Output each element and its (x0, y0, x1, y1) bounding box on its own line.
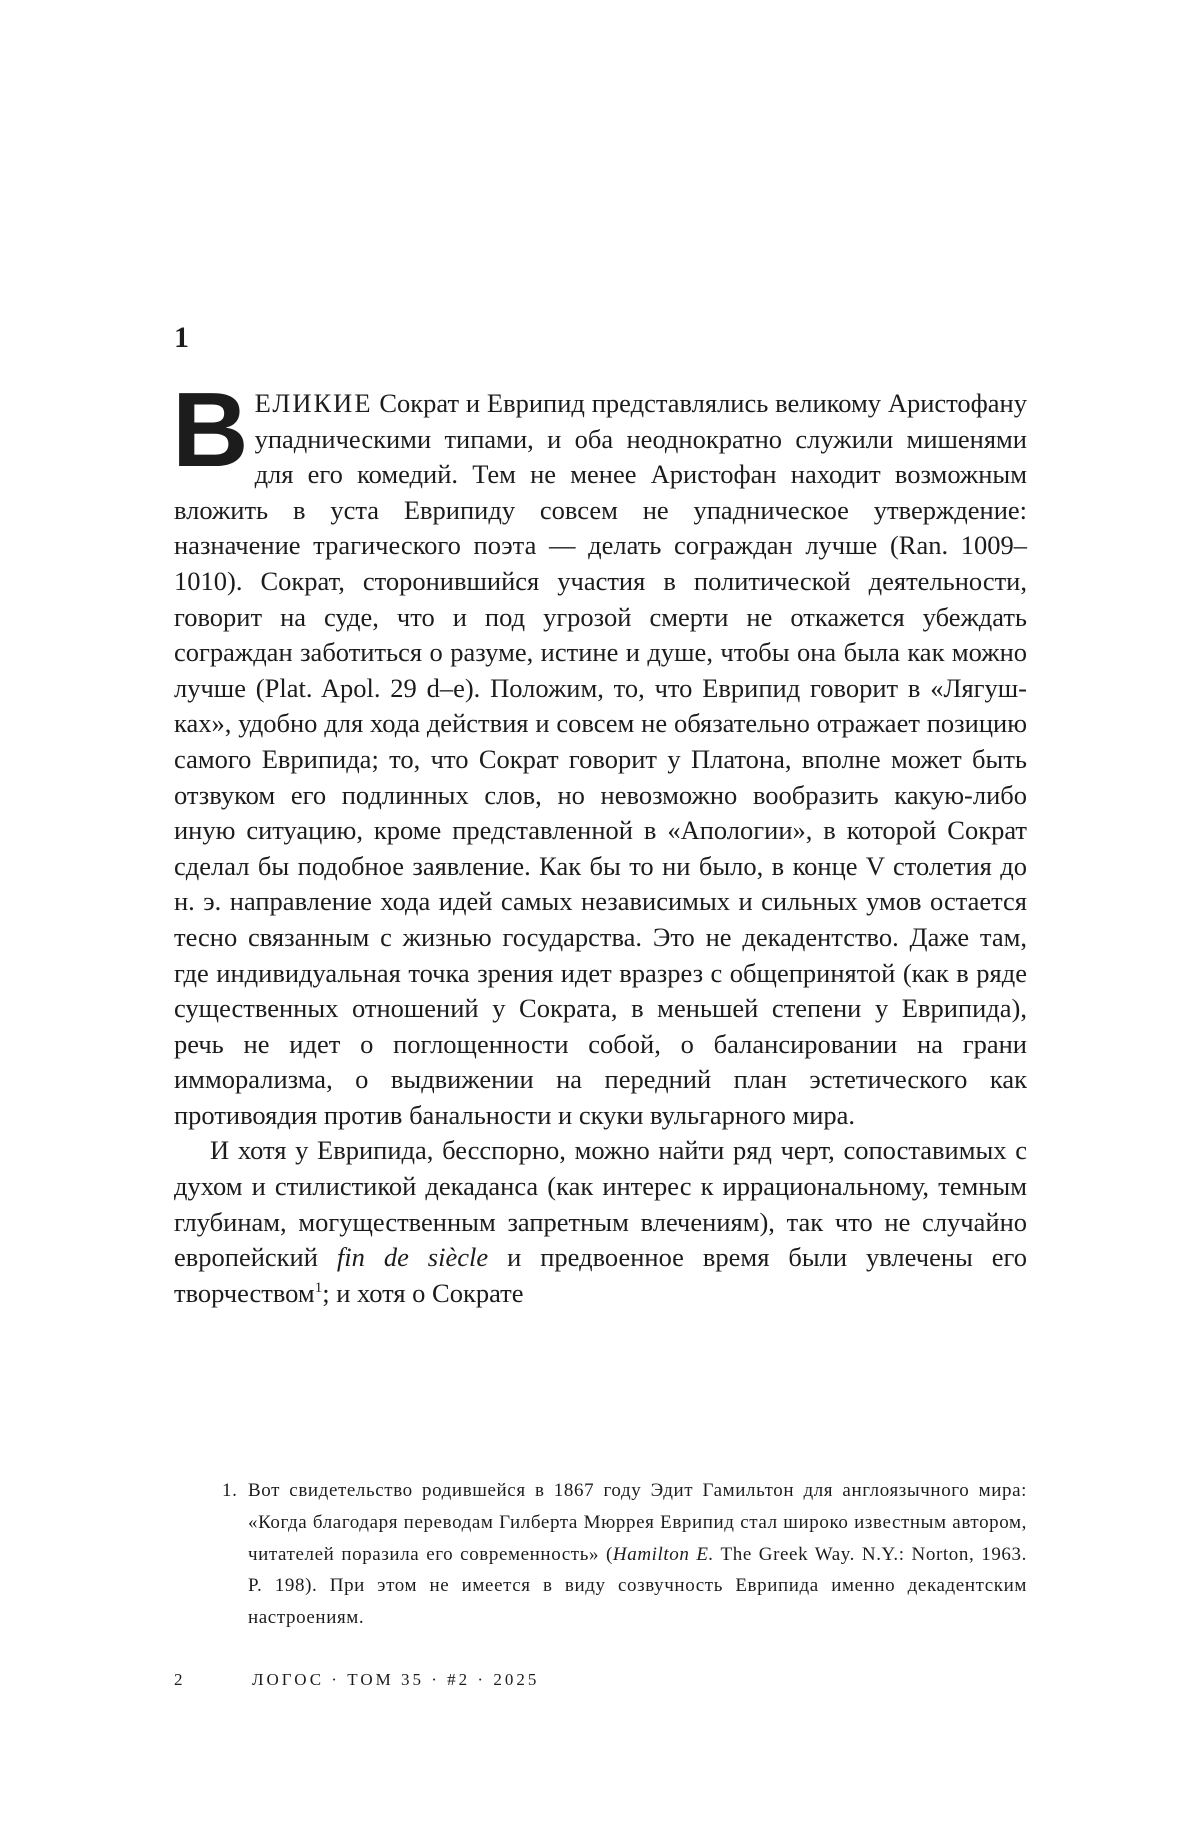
footnote-1-text-a: Вот свидетельство родившейся в 1867 году Эдит Гамильтон для англоязычного мира: «Когда благодаря переводам Гилберта Мюррея Еврипид стал широко известным автором, читателей поразила его современность» ( (248, 1480, 1027, 1565)
paragraph-2 (174, 1133, 1027, 1311)
footnote-1-author: Hamilton E. (612, 1543, 714, 1565)
paragraph-2-text-c: ; и хотя о Сократе (322, 1277, 524, 1308)
section-number: 1 (174, 321, 189, 354)
footnote-1 (222, 1475, 1027, 1634)
main-text (172, 371, 1028, 1311)
paragraph-1 (172, 371, 1028, 1133)
citation-plat-apol: Plat. Apol. 29 d–e (264, 672, 465, 703)
paragraph-1-text-c: ). Положим, то, что Еврипид говорит в «Лягушках», удобно для хода действия и совсем не обязательно отражает позицию самого Еврипида; то, что Сократ говорит у Платона, вполне может быть отзвуком его подлинных слов, но невозможно вообразить какую-либо иную ситуацию, кроме представленной в «Апологии», в которой Сократ сделал бы подобное заявление. Как бы то ни было, в конце V столетия до н. э. направление хода идей самых независимых и сильных умов остается тесно связанным с жизнью государства. Это не декадентство. Даже там, где индивидуальная точка зрения идет вразрез с общепринятой (как в ряде существенных отношений у Сократа, в меньшей степени у Еврипида), речь не идет о поглощенности собой, о балансировании на грани имморализма, о выдвижении на передний план эстетического как противоядия против банальности и скуки вульгарного мира. (174, 672, 1027, 1130)
page-number: 2 (174, 1670, 183, 1689)
footnote-number: 1. (222, 1480, 238, 1501)
citation-ran: Ran. 1009–1010 (174, 530, 1028, 596)
paragraph-1-text-a: Сократ и Еврипид представлялись великому Аристофану упадническими типами, и оба неоднократно служили мишенями для его комедий. Тем не менее Аристофан находит возможным вложить в уста Еврипиду совсем не упадническое утверждение: назначение трагического поэта — делать сограждан лучше ( (174, 388, 1027, 561)
journal-running-head: ЛОГОС · ТОМ 35 · #2 · 2025 (252, 1670, 540, 1689)
lead-word: ЕЛИКИЕ (254, 388, 373, 418)
paragraph-2-text-b: и предвоенное время были увлечены его творчеством (174, 1242, 1028, 1308)
footnote-1-text-b: The Greek Way. N.Y.: Norton, 1963. P. 198). При этом не имеется в виду созвучность Еврипида именно декадентским настроениям. (248, 1543, 1027, 1629)
footnote-ref-1[interactable]: 1 (314, 1280, 323, 1297)
footnotes (222, 1475, 1027, 1634)
drop-cap: В (172, 371, 249, 489)
italic-fin-de-siecle: fin de siècle (336, 1242, 489, 1273)
paragraph-1-text-b: ). Сократ, сторонившийся участия в политической деятельности, говорит на суде, что и под угрозой смерти не откажется убеждать сограждан заботиться о разуме, истине и душе, чтобы она была как можно лучше ( (174, 565, 1027, 703)
paragraph-2-text-a: И хотя у Еврипида, бесспорно, можно найти ряд черт, сопоставимых с духом и стилистикой декаданса (как интерес к иррациональному, темным глубинам, могущественным запретным влечениям), так что не случайно европейский (174, 1135, 1027, 1273)
